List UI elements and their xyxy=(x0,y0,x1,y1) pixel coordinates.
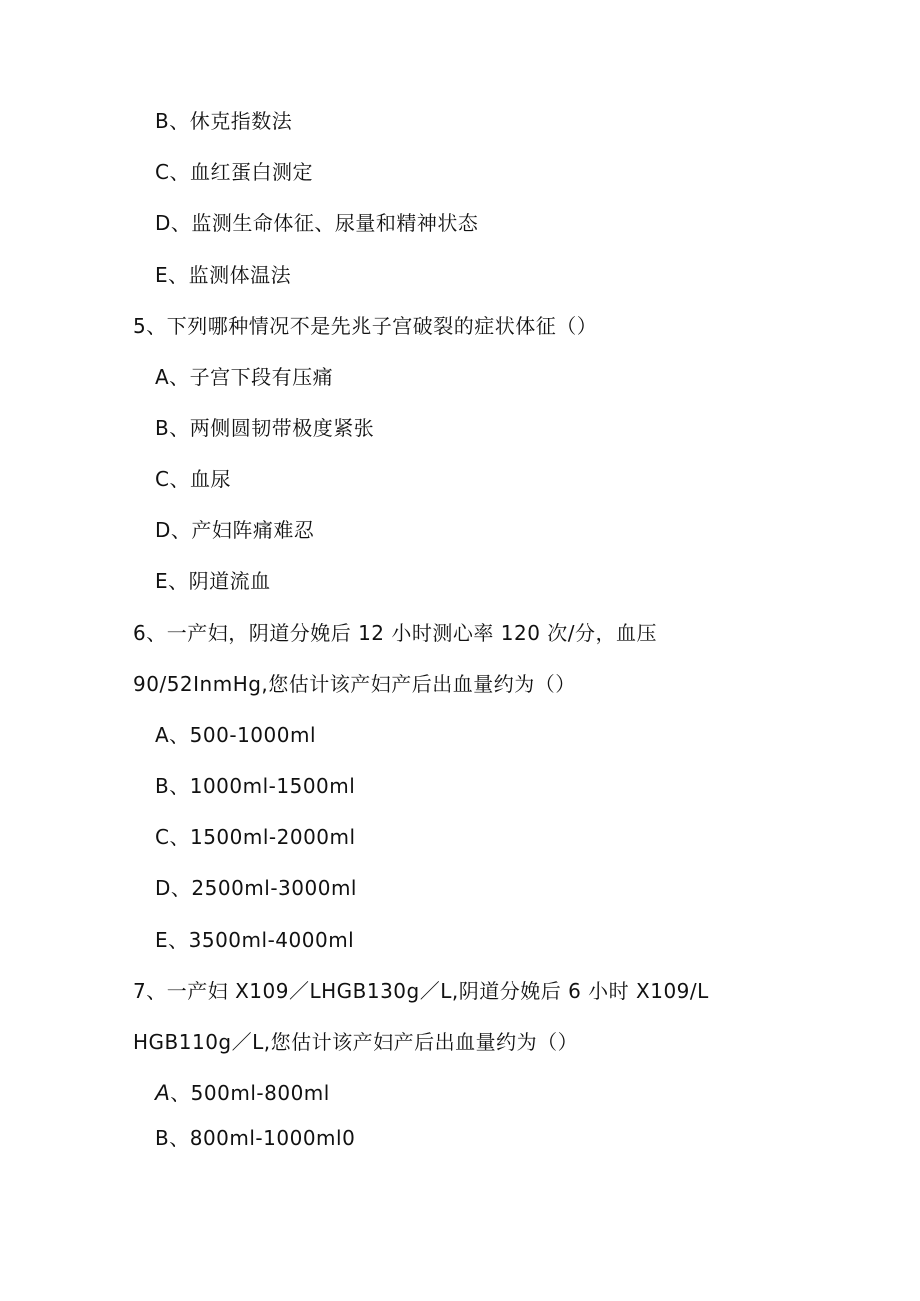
option-q6-b: B、1000ml-1500ml xyxy=(155,774,356,798)
option-q5-c: C、血尿 xyxy=(155,467,231,491)
option-q6-e: E、3500ml-4000ml xyxy=(155,928,355,952)
question-7-line-1: 7、一产妇 X109／LHGB130g／L,阴道分娩后 6 小时 X109/L xyxy=(133,979,709,1003)
option-q7-a xyxy=(155,1080,330,1106)
option-q5-a: A、子宫下段有压痛 xyxy=(155,365,334,389)
option-q6-d: D、2500ml-3000ml xyxy=(155,876,357,900)
option-q5-e: E、阴道流血 xyxy=(155,569,271,593)
option-q5-d: D、产妇阵痛难忍 xyxy=(155,518,315,542)
option-q6-c: C、1500ml-2000ml xyxy=(155,825,356,849)
option-q5-b: B、两侧圆韧带极度紧张 xyxy=(155,416,375,440)
question-6-line-2: 90/52InmHg,您估计该产妇产后出血量约为（） xyxy=(133,672,576,696)
option-q6-a: A、500-1000ml xyxy=(155,723,317,747)
option-q4-b: B、休克指数法 xyxy=(155,109,293,133)
option-q7-b: B、800ml-1000ml0 xyxy=(155,1126,356,1150)
option-q7-a-text: 、500ml-800ml xyxy=(170,1081,330,1105)
question-6-line-1: 6、一产妇，阴道分娩后 12 小时测心率 120 次/分，血压 xyxy=(133,621,658,645)
option-q4-d: D、监测生命体征、尿量和精神状态 xyxy=(155,211,479,235)
option-q4-c: C、血红蛋白测定 xyxy=(155,160,313,184)
question-7-line-2: HGB110g／L,您估计该产妇产后出血量约为（） xyxy=(133,1030,579,1054)
question-5: 5、下列哪种情况不是先兆子宫破裂的症状体征（） xyxy=(133,314,598,338)
option-q7-a-letter: A xyxy=(155,1080,171,1105)
option-q4-e: E、监测体温法 xyxy=(155,263,292,287)
